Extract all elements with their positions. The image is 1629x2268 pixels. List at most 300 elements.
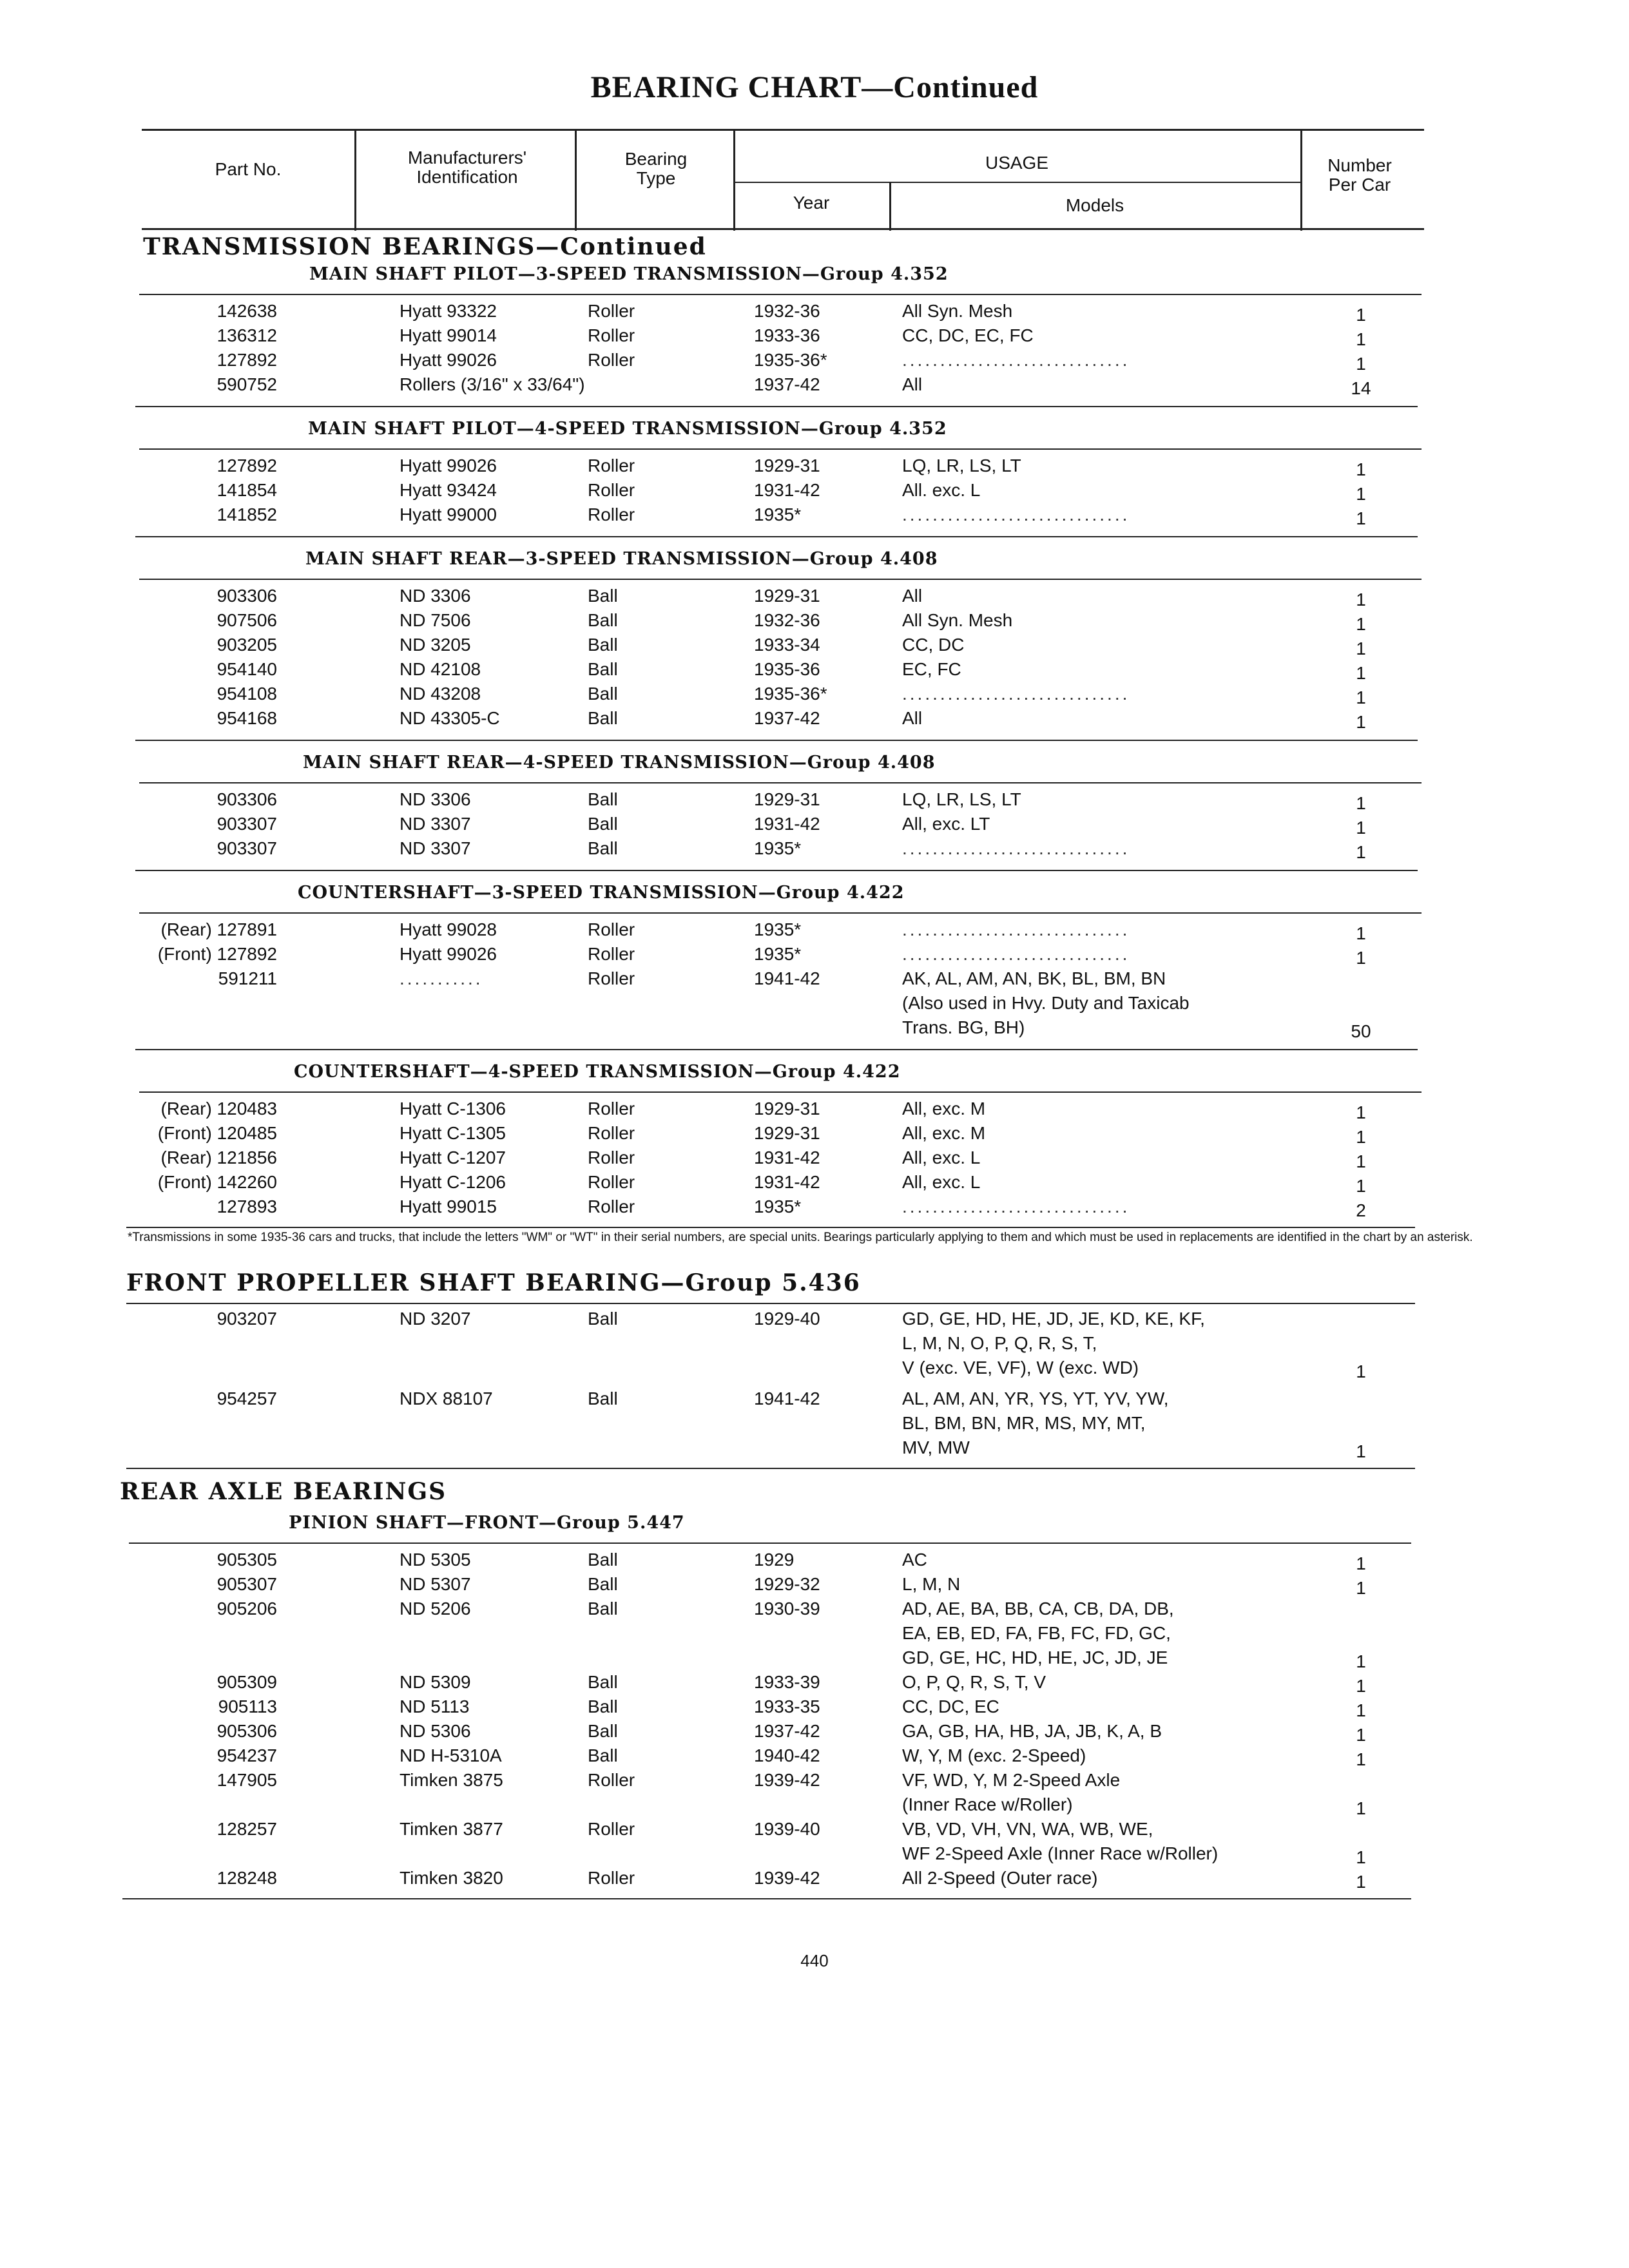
header-part-no: Part No. bbox=[215, 159, 282, 179]
models: All, exc. M bbox=[902, 1123, 986, 1143]
year: 1935* bbox=[754, 919, 802, 939]
manufacturer-id: Hyatt 99015 bbox=[400, 1196, 497, 1216]
models: L, M, N bbox=[902, 1574, 961, 1594]
models: All. exc. L bbox=[902, 480, 981, 500]
manufacturer-id: Hyatt 99026 bbox=[400, 350, 497, 370]
manufacturer-id: Hyatt C-1306 bbox=[400, 1099, 506, 1119]
group-title: MAIN SHAFT PILOT—4-SPEED TRANSMISSION—Group 4.352 bbox=[308, 419, 947, 439]
section-rule bbox=[139, 294, 1422, 295]
bearing-type: Ball bbox=[588, 1696, 618, 1716]
number-per-car: 1 bbox=[1356, 1102, 1366, 1122]
table-row bbox=[0, 657, 1547, 682]
number-per-car: 1 bbox=[1356, 590, 1366, 610]
bearing-type: Ball bbox=[588, 1309, 618, 1329]
manufacturer-id: ........... bbox=[400, 968, 483, 988]
bearing-type: Roller bbox=[588, 1196, 635, 1216]
year: 1935* bbox=[754, 1196, 802, 1216]
number-per-car: 1 bbox=[1356, 793, 1366, 813]
bearing-type: Ball bbox=[588, 1721, 618, 1741]
year: 1937-42 bbox=[754, 708, 820, 728]
header-num-line2: Per Car bbox=[1328, 175, 1391, 195]
part-number: 127893 bbox=[217, 1196, 277, 1216]
section-rule bbox=[139, 782, 1422, 783]
number-per-car: 1 bbox=[1356, 639, 1366, 658]
table-row bbox=[0, 1387, 1547, 1460]
table-row bbox=[0, 812, 1547, 836]
year: 1933-36 bbox=[754, 325, 820, 345]
models: O, P, Q, R, S, T, V bbox=[902, 1672, 1046, 1692]
manufacturer-id: ND 3306 bbox=[400, 586, 471, 606]
number-per-car: 1 bbox=[1356, 712, 1366, 732]
header-usage: USAGE bbox=[985, 153, 1049, 173]
year: 1939-42 bbox=[754, 1868, 820, 1888]
section-end-rule bbox=[126, 1468, 1415, 1469]
bearing-type: Ball bbox=[588, 1574, 618, 1594]
manufacturer-id: ND 5306 bbox=[400, 1721, 471, 1741]
models: VB, VD, VH, VN, WA, WB, WE, WF 2-Speed Axle (Inner Race w/Roller) bbox=[902, 1819, 1219, 1863]
bearing-type: Roller bbox=[588, 1770, 635, 1790]
section-end-rule bbox=[122, 1898, 1411, 1899]
models: CC, DC, EC bbox=[902, 1696, 999, 1716]
table-row bbox=[0, 1146, 1547, 1170]
manufacturer-id: ND 43305-C bbox=[400, 708, 500, 728]
table-row bbox=[0, 1817, 1547, 1866]
col-divider bbox=[575, 129, 577, 231]
year: 1940-42 bbox=[754, 1745, 820, 1765]
part-number: 905309 bbox=[217, 1672, 277, 1692]
bearing-type: Roller bbox=[588, 480, 635, 500]
column-header bbox=[142, 129, 1424, 231]
year: 1929-31 bbox=[754, 456, 820, 476]
manufacturer-id: Hyatt C-1206 bbox=[400, 1172, 506, 1192]
models: AK, AL, AM, AN, BK, BL, BM, BN (Also used in Hvy. Duty and Taxicab Trans. BG, BH) bbox=[902, 968, 1190, 1037]
manufacturer-id: ND H-5310A bbox=[400, 1745, 502, 1765]
col-divider bbox=[354, 129, 356, 231]
table-row bbox=[0, 348, 1547, 372]
year: 1929-31 bbox=[754, 586, 820, 606]
bearing-type: Roller bbox=[588, 1099, 635, 1119]
part-number: 142638 bbox=[217, 301, 277, 321]
table-row bbox=[0, 706, 1547, 731]
bearing-type: Ball bbox=[588, 586, 618, 606]
number-per-car: 1 bbox=[1356, 508, 1366, 528]
year: 1941-42 bbox=[754, 968, 820, 988]
number-per-car: 1 bbox=[1356, 1676, 1366, 1696]
models: EC, FC bbox=[902, 659, 961, 679]
year: 1935-36* bbox=[754, 684, 827, 704]
part-number: 147905 bbox=[217, 1770, 277, 1790]
number-per-car: 1 bbox=[1356, 1749, 1366, 1769]
year: 1939-42 bbox=[754, 1770, 820, 1790]
number-per-car: 1 bbox=[1356, 842, 1366, 862]
bearing-type: Roller bbox=[588, 301, 635, 321]
bearing-type: Roller bbox=[588, 325, 635, 345]
year: 1935* bbox=[754, 505, 802, 524]
part-number: 903306 bbox=[217, 789, 277, 809]
manufacturer-id: Hyatt C-1305 bbox=[400, 1123, 506, 1143]
models: LQ, LR, LS, LT bbox=[902, 456, 1021, 476]
year: 1932-36 bbox=[754, 301, 820, 321]
header-manufacturer bbox=[361, 148, 574, 187]
group-title: MAIN SHAFT REAR—3-SPEED TRANSMISSION—Group 4.408 bbox=[305, 549, 938, 569]
manufacturer-id: ND 42108 bbox=[400, 659, 481, 679]
table-row bbox=[0, 478, 1547, 503]
models: All, exc. L bbox=[902, 1172, 981, 1192]
manufacturer-id: NDX 88107 bbox=[400, 1389, 493, 1408]
section-rule bbox=[135, 870, 1418, 871]
models: .............................. bbox=[902, 919, 1130, 939]
part-number: 128257 bbox=[217, 1819, 277, 1839]
bearing-type: Roller bbox=[588, 456, 635, 476]
part-number: 954108 bbox=[217, 684, 277, 704]
models: VF, WD, Y, M 2-Speed Axle (Inner Race w/Roller) bbox=[902, 1770, 1121, 1814]
table-row bbox=[0, 1097, 1547, 1121]
models: CC, DC, EC, FC bbox=[902, 325, 1034, 345]
models: .............................. bbox=[902, 944, 1130, 964]
table-row bbox=[0, 942, 1547, 966]
bearing-type: Ball bbox=[588, 635, 618, 655]
bearing-type: Ball bbox=[588, 789, 618, 809]
number-per-car: 1 bbox=[1356, 305, 1366, 325]
header-manufacturer-line1: Manufacturers' bbox=[407, 148, 527, 168]
manufacturer-id: Hyatt 93424 bbox=[400, 480, 497, 500]
number-per-car: 1 bbox=[1356, 948, 1366, 968]
bearing-type: Ball bbox=[588, 708, 618, 728]
number-per-car: 1 bbox=[1356, 1441, 1366, 1461]
models: AD, AE, BA, BB, CA, CB, DA, DB, EA, EB, ED, FA, FB, FC, FD, GC, GD, GE, HC, HD, HE, JC, JD, JE bbox=[902, 1599, 1174, 1667]
usage-divider bbox=[733, 182, 1300, 183]
number-per-car: 2 bbox=[1356, 1200, 1366, 1220]
manufacturer-id: Timken 3875 bbox=[400, 1770, 503, 1790]
header-models: Models bbox=[1065, 195, 1124, 215]
year: 1931-42 bbox=[754, 814, 820, 834]
bearing-type: Ball bbox=[588, 814, 618, 834]
section-rule bbox=[135, 1049, 1418, 1050]
bearing-type: Ball bbox=[588, 684, 618, 704]
part-number: 954140 bbox=[217, 659, 277, 679]
table-row bbox=[0, 503, 1547, 527]
part-number: (Rear) 121856 bbox=[160, 1148, 277, 1168]
year: 1935-36* bbox=[754, 350, 827, 370]
table-row bbox=[0, 1548, 1547, 1572]
section-rule bbox=[135, 536, 1418, 537]
year: 1933-34 bbox=[754, 635, 820, 655]
table-row bbox=[0, 299, 1547, 323]
section-rule bbox=[135, 740, 1418, 741]
table-row bbox=[0, 966, 1547, 1040]
bearing-type: Roller bbox=[588, 505, 635, 524]
models: W, Y, M (exc. 2-Speed) bbox=[902, 1745, 1086, 1765]
manufacturer-id: Hyatt 93322 bbox=[400, 301, 497, 321]
table-row bbox=[0, 787, 1547, 812]
bearing-type: Ball bbox=[588, 1672, 618, 1692]
number-per-car: 1 bbox=[1356, 1151, 1366, 1171]
group-title: MAIN SHAFT REAR—4-SPEED TRANSMISSION—Group 4.408 bbox=[303, 753, 936, 773]
footnote: *Transmissions in some 1935-36 cars and trucks, that include the letters "WM" or "WT" in their serial numbers, are special units. Bearings particularly applying to them and which must be used in replacements are identified in the chart by an asterisk. bbox=[128, 1231, 1473, 1244]
number-per-car: 14 bbox=[1351, 378, 1371, 398]
table-row bbox=[0, 1597, 1547, 1670]
models: All bbox=[902, 708, 923, 728]
part-number: 127892 bbox=[217, 456, 277, 476]
number-per-car: 1 bbox=[1356, 663, 1366, 683]
year: 1931-42 bbox=[754, 1172, 820, 1192]
year: 1929-32 bbox=[754, 1574, 820, 1594]
table-row bbox=[0, 1866, 1547, 1890]
number-per-car: 1 bbox=[1356, 614, 1366, 634]
number-per-car: 1 bbox=[1356, 818, 1366, 838]
models: .............................. bbox=[902, 505, 1130, 524]
table-row bbox=[0, 1670, 1547, 1695]
part-number: 591211 bbox=[218, 968, 277, 988]
section-end-rule bbox=[126, 1227, 1415, 1228]
year: 1939-40 bbox=[754, 1819, 820, 1839]
year: 1929-31 bbox=[754, 1123, 820, 1143]
bearing-type: Ball bbox=[588, 1745, 618, 1765]
models: .............................. bbox=[902, 684, 1130, 704]
number-per-car: 1 bbox=[1356, 459, 1366, 479]
models: CC, DC bbox=[902, 635, 965, 655]
part-number: 903307 bbox=[217, 838, 277, 858]
models: .............................. bbox=[902, 350, 1130, 370]
part-number: (Rear) 127891 bbox=[160, 919, 277, 939]
header-type-line2: Type bbox=[636, 168, 676, 188]
number-per-car: 1 bbox=[1356, 1578, 1366, 1598]
models: .............................. bbox=[902, 838, 1130, 858]
section-title-transmission: TRANSMISSION BEARINGS—Continued bbox=[143, 233, 707, 260]
manufacturer-id: Timken 3820 bbox=[400, 1868, 503, 1888]
header-year: Year bbox=[793, 193, 830, 213]
year: 1941-42 bbox=[754, 1389, 820, 1408]
models: All 2-Speed (Outer race) bbox=[902, 1868, 1098, 1888]
number-per-car: 1 bbox=[1356, 1872, 1366, 1892]
section-rule bbox=[126, 1303, 1415, 1304]
manufacturer-id: Hyatt C-1207 bbox=[400, 1148, 506, 1168]
manufacturer-id: Hyatt 99014 bbox=[400, 325, 497, 345]
models: LQ, LR, LS, LT bbox=[902, 789, 1021, 809]
manufacturer-id: Hyatt 99028 bbox=[400, 919, 497, 939]
bearing-type: Roller bbox=[588, 350, 635, 370]
bearing-type: Ball bbox=[588, 659, 618, 679]
part-number: 127892 bbox=[217, 350, 277, 370]
part-number: 903306 bbox=[217, 586, 277, 606]
section-rule bbox=[139, 912, 1422, 914]
group-title: COUNTERSHAFT—3-SPEED TRANSMISSION—Group 4.422 bbox=[298, 883, 905, 903]
part-number: 141852 bbox=[217, 505, 277, 524]
number-per-car: 1 bbox=[1356, 354, 1366, 374]
number-per-car: 1 bbox=[1356, 923, 1366, 943]
part-number: (Front) 127892 bbox=[157, 944, 277, 964]
year: 1935-36 bbox=[754, 659, 820, 679]
bearing-type: Roller bbox=[588, 1172, 635, 1192]
manufacturer-id: ND 5305 bbox=[400, 1550, 471, 1570]
manufacturer-id: Hyatt 99026 bbox=[400, 944, 497, 964]
bearing-type: Roller bbox=[588, 919, 635, 939]
part-number: 141854 bbox=[217, 480, 277, 500]
models: All Syn. Mesh bbox=[902, 610, 1013, 630]
number-per-car: 1 bbox=[1356, 1725, 1366, 1745]
part-number: 128248 bbox=[217, 1868, 277, 1888]
number-per-car: 1 bbox=[1356, 687, 1366, 707]
manufacturer-id: ND 5309 bbox=[400, 1672, 471, 1692]
table-row bbox=[0, 1572, 1547, 1597]
models: .............................. bbox=[902, 1196, 1130, 1216]
manufacturer-id: ND 43208 bbox=[400, 684, 481, 704]
header-number-per-car bbox=[1302, 156, 1418, 195]
table-row bbox=[0, 633, 1547, 657]
year: 1932-36 bbox=[754, 610, 820, 630]
year: 1935* bbox=[754, 838, 802, 858]
bearing-type: Ball bbox=[588, 610, 618, 630]
table-row bbox=[0, 1121, 1547, 1146]
number-per-car: 1 bbox=[1356, 1127, 1366, 1147]
manufacturer-id: Hyatt 99000 bbox=[400, 505, 497, 524]
header-top-rule bbox=[142, 129, 1424, 131]
year: 1933-39 bbox=[754, 1672, 820, 1692]
part-number: 590752 bbox=[217, 374, 277, 394]
table-row bbox=[0, 608, 1547, 633]
year: 1931-42 bbox=[754, 1148, 820, 1168]
bearing-type: Roller bbox=[588, 1148, 635, 1168]
part-number: 905113 bbox=[218, 1696, 277, 1716]
bearing-type: Ball bbox=[588, 1599, 618, 1619]
bearing-type: Ball bbox=[588, 1550, 618, 1570]
bearing-type: Roller bbox=[588, 1868, 635, 1888]
part-number: 903205 bbox=[217, 635, 277, 655]
table-row bbox=[0, 584, 1547, 608]
bearing-type: Roller bbox=[588, 1123, 635, 1143]
models: All bbox=[902, 586, 923, 606]
models: AC bbox=[902, 1550, 927, 1570]
models: AL, AM, AN, YR, YS, YT, YV, YW, BL, BM, BN, MR, MS, MY, MT, MV, MW bbox=[902, 1389, 1169, 1457]
manufacturer-id: ND 5113 bbox=[400, 1696, 470, 1716]
year: 1929-31 bbox=[754, 1099, 820, 1119]
manufacturer-id: Rollers (3/16" x 33/64") bbox=[400, 374, 585, 394]
number-per-car: 50 bbox=[1351, 1021, 1371, 1041]
year: 1937-42 bbox=[754, 374, 820, 394]
part-number: 954257 bbox=[217, 1389, 277, 1408]
part-number: 954168 bbox=[217, 708, 277, 728]
part-number: 905307 bbox=[217, 1574, 277, 1594]
table-row bbox=[0, 1744, 1547, 1768]
group-title: MAIN SHAFT PILOT—3-SPEED TRANSMISSION—Group 4.352 bbox=[309, 264, 949, 284]
part-number: (Rear) 120483 bbox=[160, 1099, 277, 1119]
section-rule bbox=[139, 448, 1422, 450]
manufacturer-id: Timken 3877 bbox=[400, 1819, 503, 1839]
part-number: 905206 bbox=[217, 1599, 277, 1619]
manufacturer-id: ND 3307 bbox=[400, 814, 471, 834]
page-title: BEARING CHART—Continued bbox=[590, 70, 1039, 104]
part-number: 954237 bbox=[217, 1745, 277, 1765]
models: All, exc. LT bbox=[902, 814, 990, 834]
number-per-car: 1 bbox=[1356, 1176, 1366, 1196]
number-per-car: 1 bbox=[1356, 1651, 1366, 1671]
models: All, exc. M bbox=[902, 1099, 986, 1119]
col-divider bbox=[733, 129, 735, 231]
section-rule bbox=[135, 406, 1418, 407]
manufacturer-id: ND 3306 bbox=[400, 789, 471, 809]
number-per-car: 1 bbox=[1356, 1700, 1366, 1720]
part-number: 903307 bbox=[217, 814, 277, 834]
manufacturer-id: ND 3307 bbox=[400, 838, 471, 858]
section-title-rear-axle: REAR AXLE BEARINGS bbox=[120, 1478, 447, 1505]
models: All, exc. L bbox=[902, 1148, 981, 1168]
bearing-type: Ball bbox=[588, 1389, 618, 1408]
header-num-line1: Number bbox=[1327, 155, 1392, 175]
manufacturer-id: Hyatt 99026 bbox=[400, 456, 497, 476]
part-number: (Front) 142260 bbox=[157, 1172, 277, 1192]
table-row bbox=[0, 836, 1547, 861]
models: All Syn. Mesh bbox=[902, 301, 1013, 321]
year: 1929 bbox=[754, 1550, 795, 1570]
header-manufacturer-line2: Identification bbox=[416, 167, 518, 187]
section-title-propeller: FRONT PROPELLER SHAFT BEARING—Group 5.436 bbox=[126, 1269, 861, 1296]
table-row bbox=[0, 1170, 1547, 1195]
year: 1937-42 bbox=[754, 1721, 820, 1741]
part-number: 905306 bbox=[217, 1721, 277, 1741]
section-rule bbox=[139, 1091, 1422, 1093]
table-row bbox=[0, 918, 1547, 942]
manufacturer-id: ND 3205 bbox=[400, 635, 471, 655]
manufacturer-id: ND 7506 bbox=[400, 610, 471, 630]
group-title: PINION SHAFT—FRONT—Group 5.447 bbox=[289, 1513, 685, 1533]
models: GA, GB, HA, HB, JA, JB, K, A, B bbox=[902, 1721, 1162, 1741]
manufacturer-id: ND 3207 bbox=[400, 1309, 471, 1329]
table-row bbox=[0, 1307, 1547, 1380]
section-rule bbox=[139, 579, 1422, 580]
year: 1931-42 bbox=[754, 480, 820, 500]
number-per-car: 1 bbox=[1356, 1798, 1366, 1818]
part-number: 136312 bbox=[217, 325, 277, 345]
number-per-car: 1 bbox=[1356, 484, 1366, 504]
bearing-type: Roller bbox=[588, 944, 635, 964]
year: 1929-31 bbox=[754, 789, 820, 809]
page-number: 440 bbox=[800, 1951, 829, 1970]
table-row bbox=[0, 454, 1547, 478]
year: 1933-35 bbox=[754, 1696, 820, 1716]
number-per-car: 1 bbox=[1356, 1847, 1366, 1867]
table-row bbox=[0, 1195, 1547, 1219]
models: GD, GE, HD, HE, JD, JE, KD, KE, KF, L, M, N, O, P, Q, R, S, T, V (exc. VE, VF), W (exc. WD) bbox=[902, 1309, 1205, 1378]
number-per-car: 1 bbox=[1356, 1361, 1366, 1381]
bearing-type: Roller bbox=[588, 1819, 635, 1839]
year: 1935* bbox=[754, 944, 802, 964]
header-type-line1: Bearing bbox=[624, 149, 688, 169]
number-per-car: 1 bbox=[1356, 329, 1366, 349]
table-row bbox=[0, 372, 1547, 397]
year: 1929-40 bbox=[754, 1309, 820, 1329]
part-number: (Front) 120485 bbox=[157, 1123, 277, 1143]
table-row bbox=[0, 1695, 1547, 1719]
part-number: 903207 bbox=[217, 1309, 277, 1329]
part-number: 907506 bbox=[217, 610, 277, 630]
manufacturer-id: ND 5206 bbox=[400, 1599, 471, 1619]
number-per-car: 1 bbox=[1356, 1553, 1366, 1573]
header-bearing-type bbox=[580, 149, 732, 188]
bearing-type: Ball bbox=[588, 838, 618, 858]
table-row bbox=[0, 1719, 1547, 1744]
year: 1930-39 bbox=[754, 1599, 820, 1619]
table-row bbox=[0, 1768, 1547, 1817]
section-rule bbox=[129, 1542, 1411, 1544]
models: All bbox=[902, 374, 923, 394]
table-row bbox=[0, 682, 1547, 706]
group-title: COUNTERSHAFT—4-SPEED TRANSMISSION—Group 4.422 bbox=[294, 1062, 901, 1082]
bearing-type: Roller bbox=[588, 968, 635, 988]
part-number: 905305 bbox=[217, 1550, 277, 1570]
table-row bbox=[0, 323, 1547, 348]
header-bottom-rule bbox=[142, 228, 1424, 230]
manufacturer-id: ND 5307 bbox=[400, 1574, 471, 1594]
